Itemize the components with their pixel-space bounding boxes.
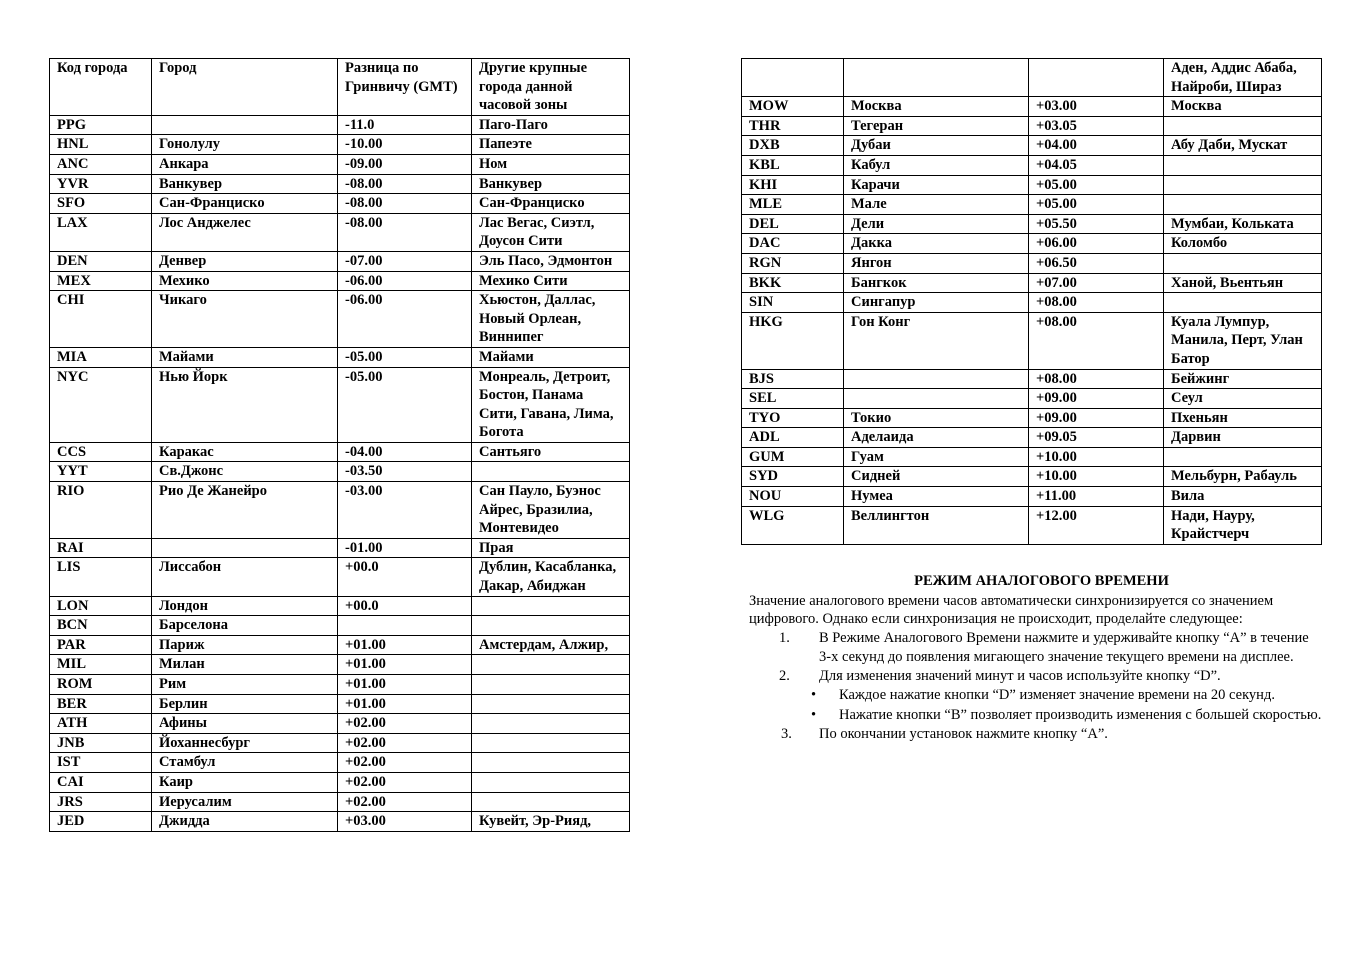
step-2 bbox=[749, 667, 1324, 686]
city-name-cell: Сингапур bbox=[844, 293, 1029, 313]
other-cities-cell: Ванкувер bbox=[472, 174, 630, 194]
city-name-cell: Веллингтон bbox=[844, 506, 1029, 544]
city-code-cell: YVR bbox=[50, 174, 152, 194]
other-cities-cell: Ном bbox=[472, 154, 630, 174]
gmt-offset-cell: +08.00 bbox=[1029, 369, 1164, 389]
other-cities-cell: Сан Пауло, Буэнос Айрес, Бразилиа, Монтевидео bbox=[472, 482, 630, 539]
city-code-cell: SYD bbox=[742, 467, 844, 487]
table-row bbox=[742, 389, 1322, 409]
table-row bbox=[742, 175, 1322, 195]
city-code-cell: THR bbox=[742, 116, 844, 136]
table-row bbox=[50, 291, 630, 348]
other-cities-cell bbox=[472, 714, 630, 734]
gmt-offset-cell: +11.00 bbox=[1029, 487, 1164, 507]
gmt-offset-cell: +07.00 bbox=[1029, 273, 1164, 293]
gmt-offset-cell: -10.00 bbox=[338, 135, 472, 155]
gmt-offset-cell: +05.00 bbox=[1029, 175, 1164, 195]
gmt-offset-cell: -03.00 bbox=[338, 482, 472, 539]
city-name-cell: Нью Йорк bbox=[152, 367, 338, 442]
city-code-cell: LON bbox=[50, 596, 152, 616]
table-row bbox=[50, 558, 630, 596]
table-row bbox=[742, 155, 1322, 175]
other-cities-cell: Монреаль, Детроит, Бостон, Панама Сити, Гавана, Лима, Богота bbox=[472, 367, 630, 442]
gmt-offset-cell: +03.05 bbox=[1029, 116, 1164, 136]
city-name-cell: Нумеа bbox=[844, 487, 1029, 507]
city-name-cell: Москва bbox=[844, 97, 1029, 117]
city-name-cell: Бангкок bbox=[844, 273, 1029, 293]
header-other-cities: Другие крупные города данной часовой зоны bbox=[472, 59, 630, 116]
other-cities-cell bbox=[1164, 116, 1322, 136]
city-name-cell: Денвер bbox=[152, 251, 338, 271]
city-name-cell: Дубаи bbox=[844, 136, 1029, 156]
city-code-cell: SIN bbox=[742, 293, 844, 313]
city-code-cell: HNL bbox=[50, 135, 152, 155]
gmt-offset-cell: +02.00 bbox=[338, 792, 472, 812]
city-code-cell: PAR bbox=[50, 635, 152, 655]
gmt-offset-cell: +06.00 bbox=[1029, 234, 1164, 254]
table-row bbox=[50, 792, 630, 812]
other-cities-cell bbox=[1164, 195, 1322, 215]
bullet-text: Нажатие кнопки “B” позволяет производить изменения с большей скоростью. bbox=[839, 706, 1322, 723]
gmt-offset-cell: +00.0 bbox=[338, 558, 472, 596]
city-name-cell: Каир bbox=[152, 772, 338, 792]
table-row bbox=[742, 273, 1322, 293]
bullet-1 bbox=[749, 686, 1324, 705]
analog-time-section bbox=[749, 572, 1324, 743]
city-name-cell: Париж bbox=[152, 635, 338, 655]
gmt-offset-cell: +01.00 bbox=[338, 655, 472, 675]
table-row bbox=[742, 467, 1322, 487]
city-code-cell: PPG bbox=[50, 115, 152, 135]
city-code-cell: NYC bbox=[50, 367, 152, 442]
table-row bbox=[742, 59, 1322, 97]
gmt-offset-cell: +10.00 bbox=[1029, 467, 1164, 487]
table-row bbox=[50, 442, 630, 462]
gmt-offset-cell: +01.00 bbox=[338, 694, 472, 714]
table-row bbox=[50, 347, 630, 367]
city-name-cell: Токио bbox=[844, 408, 1029, 428]
table-row bbox=[50, 174, 630, 194]
city-code-cell: ROM bbox=[50, 675, 152, 695]
city-name-cell: Берлин bbox=[152, 694, 338, 714]
city-code-cell: DEL bbox=[742, 214, 844, 234]
gmt-offset-cell: +03.00 bbox=[1029, 97, 1164, 117]
gmt-offset-cell: +03.00 bbox=[338, 812, 472, 832]
city-code-cell: LAX bbox=[50, 213, 152, 251]
city-code-cell: NOU bbox=[742, 487, 844, 507]
gmt-offset-cell: -06.00 bbox=[338, 291, 472, 348]
other-cities-cell bbox=[472, 462, 630, 482]
bullet-icon: • bbox=[811, 706, 817, 723]
step-number: 2. bbox=[779, 667, 790, 684]
city-name-cell: Св.Джонс bbox=[152, 462, 338, 482]
other-cities-cell: Аден, Аддис Абаба, Найроби, Шираз bbox=[1164, 59, 1322, 97]
table-row bbox=[742, 428, 1322, 448]
city-code-cell: BER bbox=[50, 694, 152, 714]
table-row bbox=[742, 195, 1322, 215]
other-cities-cell: Мельбурн, Рабауль bbox=[1164, 467, 1322, 487]
table-row bbox=[50, 635, 630, 655]
city-name-cell bbox=[844, 389, 1029, 409]
left-page bbox=[49, 58, 630, 832]
city-name-cell: Чикаго bbox=[152, 291, 338, 348]
step-number: 3. bbox=[781, 725, 792, 742]
city-name-cell: Каракас bbox=[152, 442, 338, 462]
table-row bbox=[742, 312, 1322, 369]
city-code-cell: MIL bbox=[50, 655, 152, 675]
table-row bbox=[50, 812, 630, 832]
gmt-offset-cell: +12.00 bbox=[1029, 506, 1164, 544]
timezone-table-right-body bbox=[742, 59, 1322, 545]
other-cities-cell: Паго-Паго bbox=[472, 115, 630, 135]
city-code-cell: LIS bbox=[50, 558, 152, 596]
city-name-cell: Тегеран bbox=[844, 116, 1029, 136]
other-cities-cell: Мумбаи, Кольката bbox=[1164, 214, 1322, 234]
city-name-cell: Гон Конг bbox=[844, 312, 1029, 369]
section-intro: Значение аналогового времени часов автоматически синхронизируется со значением цифрового. Однако если синхронизация не происходит, проделайте следующее: bbox=[749, 592, 1274, 628]
city-code-cell: CAI bbox=[50, 772, 152, 792]
step-3 bbox=[749, 725, 1324, 744]
city-code-cell: MOW bbox=[742, 97, 844, 117]
city-code-cell: CCS bbox=[50, 442, 152, 462]
gmt-offset-cell: +02.00 bbox=[338, 714, 472, 734]
city-name-cell: Рим bbox=[152, 675, 338, 695]
city-name-cell: Стамбул bbox=[152, 753, 338, 773]
city-name-cell: Лондон bbox=[152, 596, 338, 616]
gmt-offset-cell: +08.00 bbox=[1029, 312, 1164, 369]
step-text: В Режиме Аналогового Времени нажмите и удерживайте кнопку “A” в течение 3-х секунд до появления мигающего значение текущего времени на дисплее. bbox=[819, 630, 1309, 665]
table-row bbox=[50, 213, 630, 251]
header-city: Город bbox=[152, 59, 338, 116]
city-name-cell: Янгон bbox=[844, 253, 1029, 273]
city-name-cell bbox=[844, 369, 1029, 389]
city-code-cell: RGN bbox=[742, 253, 844, 273]
right-page bbox=[741, 58, 1322, 545]
table-row bbox=[742, 506, 1322, 544]
bullet-text: Каждое нажатие кнопки “D” изменяет значение времени на 20 секунд. bbox=[839, 687, 1275, 704]
city-name-cell: Барселона bbox=[152, 616, 338, 636]
city-code-cell: ADL bbox=[742, 428, 844, 448]
other-cities-cell bbox=[472, 772, 630, 792]
city-code-cell: KHI bbox=[742, 175, 844, 195]
city-code-cell: MEX bbox=[50, 271, 152, 291]
table-row bbox=[50, 714, 630, 734]
table-row bbox=[50, 135, 630, 155]
gmt-offset-cell: +02.00 bbox=[338, 733, 472, 753]
gmt-offset-cell bbox=[338, 616, 472, 636]
table-row bbox=[50, 194, 630, 214]
city-code-cell: IST bbox=[50, 753, 152, 773]
city-name-cell: Сан-Франциско bbox=[152, 194, 338, 214]
other-cities-cell: Папеэте bbox=[472, 135, 630, 155]
table-row bbox=[50, 271, 630, 291]
city-name-cell: Милан bbox=[152, 655, 338, 675]
header-gmt-offset: Разница по Гринвичу (GMT) bbox=[338, 59, 472, 116]
other-cities-cell: Ханой, Вьентьян bbox=[1164, 273, 1322, 293]
city-name-cell: Джидда bbox=[152, 812, 338, 832]
header-city-code: Код города bbox=[50, 59, 152, 116]
gmt-offset-cell: +05.50 bbox=[1029, 214, 1164, 234]
step-1 bbox=[749, 629, 1324, 666]
city-code-cell: HKG bbox=[742, 312, 844, 369]
table-row bbox=[50, 462, 630, 482]
bullet-2 bbox=[749, 706, 1324, 725]
gmt-offset-cell: -05.00 bbox=[338, 347, 472, 367]
other-cities-cell: Прая bbox=[472, 538, 630, 558]
city-name-cell: Дакка bbox=[844, 234, 1029, 254]
table-row bbox=[742, 253, 1322, 273]
step-number: 1. bbox=[779, 630, 790, 647]
table-row bbox=[50, 538, 630, 558]
gmt-offset-cell: +01.00 bbox=[338, 635, 472, 655]
other-cities-cell: Абу Даби, Мускат bbox=[1164, 136, 1322, 156]
other-cities-cell bbox=[472, 753, 630, 773]
gmt-offset-cell: -07.00 bbox=[338, 251, 472, 271]
other-cities-cell bbox=[1164, 293, 1322, 313]
gmt-offset-cell: +09.00 bbox=[1029, 408, 1164, 428]
other-cities-cell: Мехико Сити bbox=[472, 271, 630, 291]
table-row bbox=[742, 234, 1322, 254]
gmt-offset-cell: +09.00 bbox=[1029, 389, 1164, 409]
table-row bbox=[742, 293, 1322, 313]
other-cities-cell bbox=[1164, 253, 1322, 273]
city-name-cell: Мехико bbox=[152, 271, 338, 291]
city-name-cell bbox=[844, 59, 1029, 97]
city-code-cell: MIA bbox=[50, 347, 152, 367]
gmt-offset-cell bbox=[1029, 59, 1164, 97]
step-text: Для изменения значений минут и часов используйте кнопку “D”. bbox=[819, 667, 1221, 684]
other-cities-cell bbox=[472, 596, 630, 616]
city-name-cell bbox=[152, 115, 338, 135]
city-name-cell: Гуам bbox=[844, 447, 1029, 467]
city-code-cell: RAI bbox=[50, 538, 152, 558]
other-cities-cell: Сан-Франциско bbox=[472, 194, 630, 214]
city-code-cell: BJS bbox=[742, 369, 844, 389]
city-name-cell: Афины bbox=[152, 714, 338, 734]
gmt-offset-cell: -08.00 bbox=[338, 194, 472, 214]
city-code-cell: CHI bbox=[50, 291, 152, 348]
city-code-cell: RIO bbox=[50, 482, 152, 539]
city-name-cell: Кабул bbox=[844, 155, 1029, 175]
table-row bbox=[50, 675, 630, 695]
other-cities-cell bbox=[472, 675, 630, 695]
gmt-offset-cell: +01.00 bbox=[338, 675, 472, 695]
other-cities-cell: Бейжинг bbox=[1164, 369, 1322, 389]
bullet-icon: • bbox=[811, 687, 817, 704]
gmt-offset-cell: +00.0 bbox=[338, 596, 472, 616]
other-cities-cell: Эль Пасо, Эдмонтон bbox=[472, 251, 630, 271]
gmt-offset-cell: +04.00 bbox=[1029, 136, 1164, 156]
table-row bbox=[50, 154, 630, 174]
other-cities-cell: Дарвин bbox=[1164, 428, 1322, 448]
gmt-offset-cell: -09.00 bbox=[338, 154, 472, 174]
city-name-cell: Гонолулу bbox=[152, 135, 338, 155]
gmt-offset-cell: +04.05 bbox=[1029, 155, 1164, 175]
city-code-cell: JNB bbox=[50, 733, 152, 753]
city-code-cell: ANC bbox=[50, 154, 152, 174]
table-row bbox=[742, 97, 1322, 117]
gmt-offset-cell: +02.00 bbox=[338, 753, 472, 773]
table-row bbox=[50, 367, 630, 442]
other-cities-cell: Куала Лумпур, Манила, Перт, Улан Батор bbox=[1164, 312, 1322, 369]
table-row bbox=[742, 136, 1322, 156]
other-cities-cell: Кувейт, Эр-Рияд, bbox=[472, 812, 630, 832]
city-code-cell: ATH bbox=[50, 714, 152, 734]
city-name-cell: Мале bbox=[844, 195, 1029, 215]
city-name-cell: Лос Анджелес bbox=[152, 213, 338, 251]
table-row bbox=[50, 616, 630, 636]
table-row bbox=[50, 694, 630, 714]
table-row bbox=[50, 772, 630, 792]
gmt-offset-cell: -06.00 bbox=[338, 271, 472, 291]
gmt-offset-cell: -03.50 bbox=[338, 462, 472, 482]
other-cities-cell bbox=[472, 616, 630, 636]
gmt-offset-cell: -11.0 bbox=[338, 115, 472, 135]
city-code-cell: KBL bbox=[742, 155, 844, 175]
gmt-offset-cell: +06.50 bbox=[1029, 253, 1164, 273]
city-name-cell: Дели bbox=[844, 214, 1029, 234]
other-cities-cell: Дублин, Касабланка, Дакар, Абиджан bbox=[472, 558, 630, 596]
city-code-cell: DAC bbox=[742, 234, 844, 254]
city-name-cell: Йоханнесбург bbox=[152, 733, 338, 753]
table-row bbox=[742, 487, 1322, 507]
other-cities-cell: Нади, Науру, Крайстчерч bbox=[1164, 506, 1322, 544]
other-cities-cell: Лас Вегас, Сиэтл, Доусон Сити bbox=[472, 213, 630, 251]
other-cities-cell bbox=[472, 792, 630, 812]
other-cities-cell: Пхеньян bbox=[1164, 408, 1322, 428]
other-cities-cell: Коломбо bbox=[1164, 234, 1322, 254]
gmt-offset-cell: -05.00 bbox=[338, 367, 472, 442]
city-name-cell: Майами bbox=[152, 347, 338, 367]
city-code-cell: BCN bbox=[50, 616, 152, 636]
city-name-cell: Рио Де Жанейро bbox=[152, 482, 338, 539]
city-code-cell: BKK bbox=[742, 273, 844, 293]
gmt-offset-cell: -04.00 bbox=[338, 442, 472, 462]
table-row bbox=[50, 733, 630, 753]
table-row bbox=[742, 447, 1322, 467]
step-text: По окончании установок нажмите кнопку “A”. bbox=[819, 725, 1108, 742]
city-code-cell: JED bbox=[50, 812, 152, 832]
other-cities-cell: Сеул bbox=[1164, 389, 1322, 409]
city-name-cell: Анкара bbox=[152, 154, 338, 174]
city-code-cell: JRS bbox=[50, 792, 152, 812]
section-title: РЕЖИМ АНАЛОГОВОГО ВРЕМЕНИ bbox=[914, 573, 1169, 589]
other-cities-cell: Майами bbox=[472, 347, 630, 367]
city-code-cell: GUM bbox=[742, 447, 844, 467]
other-cities-cell bbox=[1164, 155, 1322, 175]
gmt-offset-cell: -01.00 bbox=[338, 538, 472, 558]
timezone-table-left-body bbox=[50, 115, 630, 831]
other-cities-cell: Москва bbox=[1164, 97, 1322, 117]
city-name-cell: Аделаида bbox=[844, 428, 1029, 448]
table-row bbox=[50, 251, 630, 271]
city-code-cell: DEN bbox=[50, 251, 152, 271]
gmt-offset-cell: -08.00 bbox=[338, 213, 472, 251]
gmt-offset-cell: +09.05 bbox=[1029, 428, 1164, 448]
city-name-cell: Иерусалим bbox=[152, 792, 338, 812]
table-row bbox=[742, 214, 1322, 234]
city-code-cell: DXB bbox=[742, 136, 844, 156]
other-cities-cell bbox=[472, 655, 630, 675]
other-cities-cell bbox=[1164, 447, 1322, 467]
timezone-table-right bbox=[741, 58, 1322, 545]
table-row bbox=[50, 753, 630, 773]
city-code-cell: SEL bbox=[742, 389, 844, 409]
city-name-cell: Лиссабон bbox=[152, 558, 338, 596]
city-name-cell bbox=[152, 538, 338, 558]
table-row bbox=[50, 655, 630, 675]
other-cities-cell: Амстердам, Алжир, bbox=[472, 635, 630, 655]
timezone-table-left bbox=[49, 58, 630, 832]
other-cities-cell: Хьюстон, Даллас, Новый Орлеан, Виннипег bbox=[472, 291, 630, 348]
city-code-cell bbox=[742, 59, 844, 97]
city-name-cell: Ванкувер bbox=[152, 174, 338, 194]
table-row bbox=[50, 596, 630, 616]
table-row bbox=[50, 482, 630, 539]
city-code-cell: WLG bbox=[742, 506, 844, 544]
table-header-row bbox=[50, 59, 630, 116]
table-row bbox=[742, 116, 1322, 136]
gmt-offset-cell: -08.00 bbox=[338, 174, 472, 194]
table-row bbox=[50, 115, 630, 135]
gmt-offset-cell: +08.00 bbox=[1029, 293, 1164, 313]
city-code-cell: SFO bbox=[50, 194, 152, 214]
other-cities-cell bbox=[472, 694, 630, 714]
city-code-cell: TYO bbox=[742, 408, 844, 428]
other-cities-cell: Сантьяго bbox=[472, 442, 630, 462]
city-code-cell: YYT bbox=[50, 462, 152, 482]
city-code-cell: MLE bbox=[742, 195, 844, 215]
gmt-offset-cell: +10.00 bbox=[1029, 447, 1164, 467]
gmt-offset-cell: +02.00 bbox=[338, 772, 472, 792]
gmt-offset-cell: +05.00 bbox=[1029, 195, 1164, 215]
other-cities-cell: Вила bbox=[1164, 487, 1322, 507]
table-row bbox=[742, 408, 1322, 428]
table-row bbox=[742, 369, 1322, 389]
other-cities-cell bbox=[1164, 175, 1322, 195]
other-cities-cell bbox=[472, 733, 630, 753]
city-name-cell: Сидней bbox=[844, 467, 1029, 487]
city-name-cell: Карачи bbox=[844, 175, 1029, 195]
